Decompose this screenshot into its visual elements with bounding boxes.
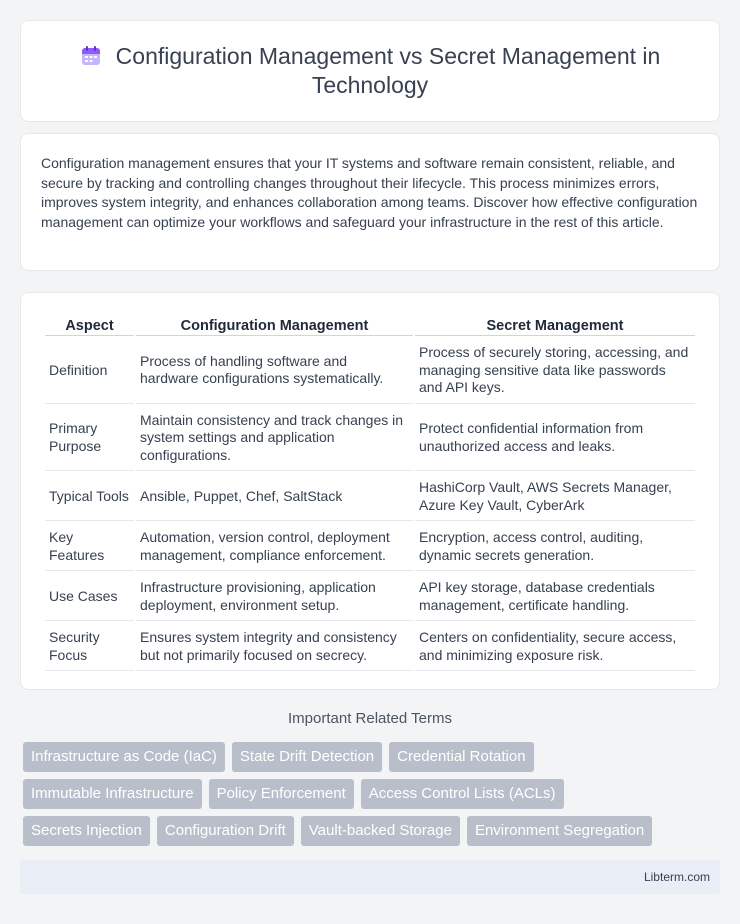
config-cell: Ansible, Puppet, Chef, SaltStack [136, 473, 413, 521]
table-row [45, 573, 695, 621]
tag-infrastructure-as-code[interactable]: Infrastructure as Code (IaC) [23, 742, 225, 772]
related-terms-list [23, 742, 723, 853]
intro-paragraph: Configuration management ensures that your IT systems and software remain consistent, reliable, and secure by tracking and controlling changes throughout their lifecycle. This process minimizes errors, improves system integrity, and enhances collaboration among teams. Discover how effective configuration management can optimize your workflows and safeguard your infrastructure in the rest of this article. [41, 155, 698, 231]
header-aspect: Aspect [45, 315, 134, 336]
config-cell: Ensures system integrity and consistency but not primarily focused on secrecy. [136, 623, 413, 671]
tag-immutable-infrastructure[interactable]: Immutable Infrastructure [23, 779, 202, 809]
footer-site-link[interactable]: Libterm.com [643, 870, 710, 884]
tag-row [23, 742, 723, 772]
tag-configuration-drift[interactable]: Configuration Drift [157, 816, 294, 846]
aspect-cell: Typical Tools [45, 473, 134, 521]
secret-cell: Protect confidential information from unauthorized access and leaks. [415, 406, 695, 472]
tag-state-drift-detection[interactable]: State Drift Detection [232, 742, 382, 772]
secret-cell: Process of securely storing, accessing, and managing sensitive data like passwords and API keys. [415, 338, 695, 404]
aspect-cell: Primary Purpose [45, 406, 134, 472]
tag-environment-segregation[interactable]: Environment Segregation [467, 816, 652, 846]
secret-cell: API key storage, database credentials management, certificate handling. [415, 573, 695, 621]
header-secret-management: Secret Management [415, 315, 695, 336]
aspect-cell: Use Cases [45, 573, 134, 621]
page-title-text: Configuration Management vs Secret Management in Technology [115, 43, 661, 98]
calendar-icon [80, 45, 102, 67]
tag-row [23, 779, 723, 809]
tag-row [23, 816, 723, 846]
secret-cell: HashiCorp Vault, AWS Secrets Manager, Azure Key Vault, CyberArk [415, 473, 695, 521]
secret-cell: Encryption, access control, auditing, dynamic secrets generation. [415, 523, 695, 571]
tag-policy-enforcement[interactable]: Policy Enforcement [209, 779, 354, 809]
aspect-cell: Definition [45, 338, 134, 404]
table-row [45, 406, 695, 472]
tag-credential-rotation[interactable]: Credential Rotation [389, 742, 533, 772]
tag-access-control-lists[interactable]: Access Control Lists (ACLs) [361, 779, 564, 809]
table-row [45, 473, 695, 521]
header-configuration-management: Configuration Management [136, 315, 413, 336]
table-row [45, 523, 695, 571]
comparison-table [43, 313, 697, 673]
tag-secrets-injection[interactable]: Secrets Injection [23, 816, 150, 846]
page-title [61, 42, 679, 100]
secret-cell: Centers on confidentiality, secure access, and minimizing exposure risk. [415, 623, 695, 671]
table-row [45, 623, 695, 671]
tag-vault-backed-storage[interactable]: Vault-backed Storage [301, 816, 460, 846]
config-cell: Process of handling software and hardware configurations systematically. [136, 338, 413, 404]
aspect-cell: Security Focus [45, 623, 134, 671]
intro-card [20, 133, 720, 271]
config-cell: Maintain consistency and track changes in system settings and application configurations. [136, 406, 413, 472]
table-row [45, 338, 695, 404]
config-cell: Infrastructure provisioning, application deployment, environment setup. [136, 573, 413, 621]
table-header-row [45, 315, 695, 336]
comparison-card [20, 292, 720, 690]
config-cell: Automation, version control, deployment management, compliance enforcement. [136, 523, 413, 571]
title-card [20, 20, 720, 122]
footer [20, 860, 720, 894]
related-terms-heading: Important Related Terms [288, 710, 452, 727]
aspect-cell: Key Features [45, 523, 134, 571]
